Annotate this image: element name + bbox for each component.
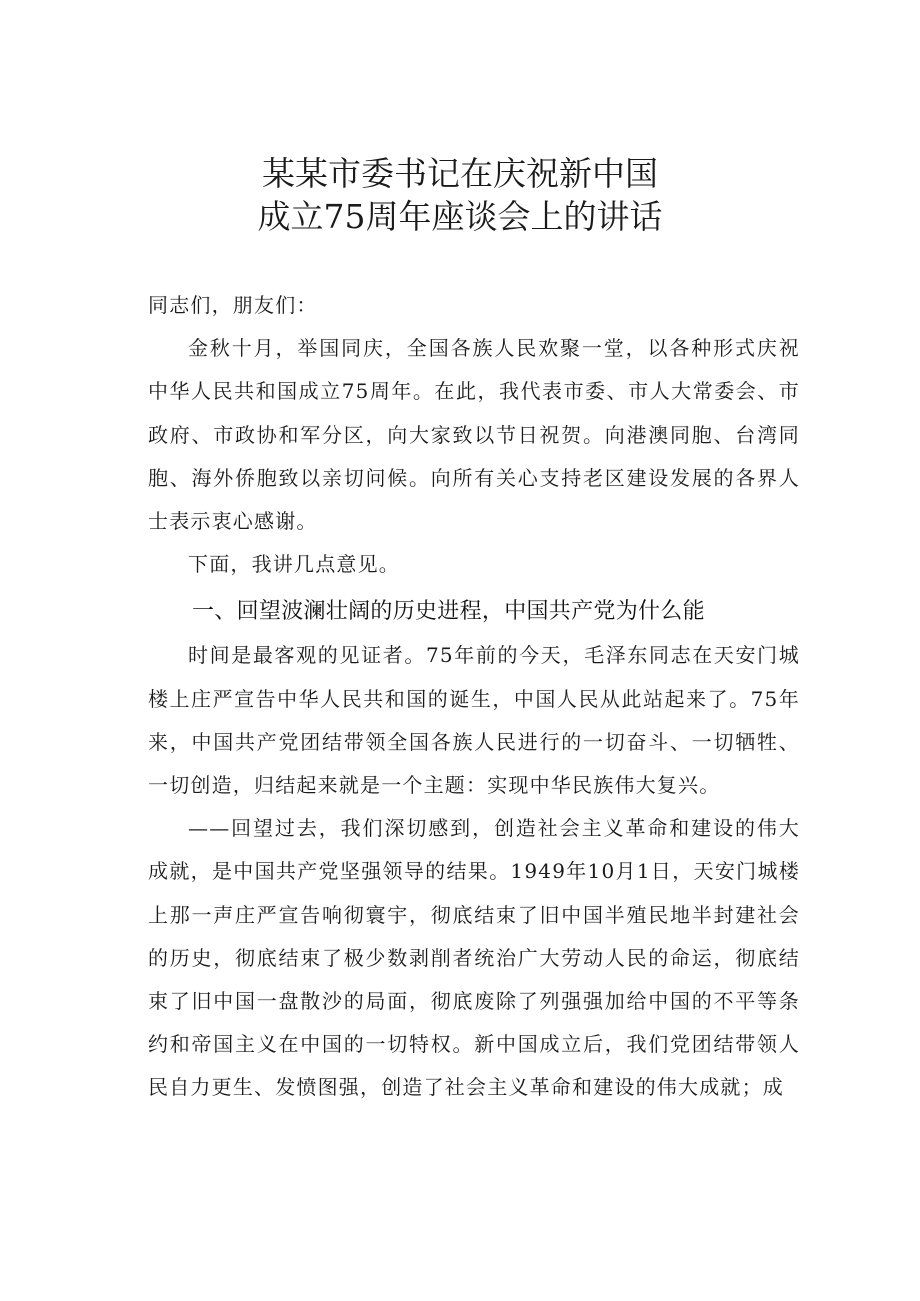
section-heading-1: 一、回望波澜壮阔的历史进程，中国共产党为什么能: [192, 599, 705, 625]
paragraph-history: 时间是最客观的见证者。75年前的今天，毛泽东同志在天安门城楼上庄严宣告中华人民共和国的诞生，中国人民从此站起来了。75年来，中国共产党团结带领全国各族人民进行的一切奋斗、一切牺牲、一切创造，归结起来就是一个主题：实现中华民族伟大复兴。: [148, 643, 800, 798]
salutation: 同志们，朋友们：: [148, 293, 318, 317]
document-title-line-1: 某某市委书记在庆祝新中国: [262, 154, 658, 193]
paragraph-transition: 下面，我讲几点意见。: [188, 552, 400, 577]
document-title-line-2: 成立75周年座谈会上的讲话: [257, 197, 663, 236]
paragraph-opening: 金秋十月，举国同庆，全国各族人民欢聚一堂，以各种形式庆祝中华人民共和国成立75周年。在此，我代表市委、市人大常委会、市政府、市政协和军分区，向大家致以节日祝贺。向港澳同胞、台湾同胞、海外侨胞致以亲切问候。向所有关心支持老区建设发展的各界人士表示衷心感谢。: [148, 336, 800, 534]
document-body: [148, 284, 800, 1110]
paragraph-retrospect: ——回望过去，我们深切感到，创造社会主义革命和建设的伟大成就，是中国共产党坚强领导的结果。1949年10月1日，天安门城楼上那一声庄严宣告响彻寰宇，彻底结束了旧中国半殖民地半封建社会的历史，彻底结束了极少数剥削者统治广大劳动人民的命运，彻底结束了旧中国一盘散沙的局面，彻底废除了列强强加给中国的不平等条约和帝国主义在中国的一切特权。新中国成立后，我们党团结带领人民自力更生、发愤图强，创造了社会主义革命和建设的伟大成就；成: [148, 816, 800, 1100]
